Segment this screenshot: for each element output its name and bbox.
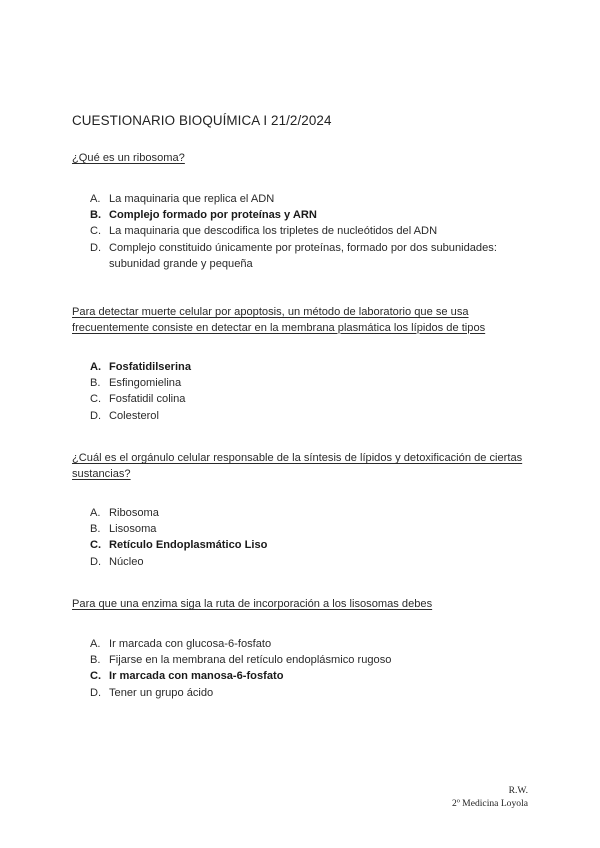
option-letter: C. — [90, 670, 102, 683]
option-letter: C. — [90, 539, 102, 552]
question-2-option-c — [90, 391, 550, 407]
question-2-options — [90, 359, 550, 424]
question-2-option-a-correct — [90, 359, 550, 375]
question-4-option-d — [90, 685, 550, 701]
question-1-option-b-correct — [90, 207, 550, 223]
option-text: Tener un grupo ácido — [109, 686, 214, 699]
option-text: Colesterol — [109, 409, 159, 422]
option-letter: A. — [90, 638, 101, 650]
question-1-option-a — [90, 191, 550, 207]
option-text: Fosfatidil colina — [109, 393, 186, 406]
question-4-prompt: Para que una enzima siga la ruta de incorporación a los lisosomas debes — [72, 598, 433, 610]
option-text: Retículo Endoplasmático Liso — [109, 539, 268, 552]
option-text: La maquinaria que descodifica los tripletes de nucleótidos del ADN — [109, 225, 438, 238]
option-letter: A. — [90, 361, 102, 373]
option-text: Complejo constituido únicamente por proteínas, formado por dos subunidades: subunidad grande y pequeña — [109, 241, 497, 270]
question-4-option-a — [90, 636, 550, 652]
option-text: Ir marcada con manosa-6-fosfato — [109, 670, 284, 683]
question-3-option-a — [90, 505, 550, 521]
question-4-options — [90, 636, 550, 701]
option-letter: A. — [90, 507, 101, 519]
question-4-option-c-correct — [90, 668, 550, 684]
option-letter: D. — [90, 241, 102, 254]
question-3-options — [90, 505, 550, 570]
question-3-option-d — [90, 554, 550, 570]
question-2-option-d — [90, 408, 550, 424]
question-2-prompt: Para detectar muerte celular por apoptosis, un método de laboratorio que se usa frecuentemente consiste en detectar en la membrana plasmática los lípidos de tipos — [72, 306, 486, 334]
footer-signature — [452, 784, 528, 810]
footer-course: 2º Medicina Loyola — [452, 798, 528, 809]
option-letter: D. — [90, 555, 102, 568]
page-title: CUESTIONARIO BIOQUÍMICA I 21/2/2024 — [72, 113, 332, 128]
question-3-option-b — [90, 521, 550, 537]
option-letter: A. — [90, 193, 101, 205]
question-1-option-c — [90, 223, 550, 239]
option-text: Fosfatidilserina — [109, 361, 191, 373]
option-letter: D. — [90, 409, 102, 422]
option-text: Fijarse en la membrana del retículo endoplásmico rugoso — [109, 654, 392, 667]
option-letter: C. — [90, 393, 102, 406]
question-3-option-c-correct — [90, 537, 550, 553]
footer-initials: R.W. — [508, 785, 528, 796]
question-1-options — [90, 191, 550, 272]
option-text: Núcleo — [109, 555, 144, 568]
question-1-option-d — [90, 240, 550, 272]
question-4-option-b — [90, 652, 550, 668]
option-letter: B. — [90, 654, 101, 667]
option-letter: C. — [90, 225, 102, 238]
option-text: Ribosoma — [109, 507, 159, 519]
option-letter: B. — [90, 523, 101, 536]
option-text: Ir marcada con glucosa-6-fosfato — [109, 638, 272, 650]
option-letter: B. — [90, 209, 102, 222]
option-text: Complejo formado por proteínas y ARN — [109, 209, 317, 222]
option-text: Esfingomielina — [109, 377, 182, 390]
option-text: Lisosoma — [109, 523, 157, 536]
option-letter: B. — [90, 377, 101, 390]
question-3-prompt: ¿Cuál es el orgánulo celular responsable de la síntesis de lípidos y detoxificación de ciertas sustancias? — [72, 452, 523, 480]
option-text: La maquinaria que replica el ADN — [109, 193, 275, 205]
option-letter: D. — [90, 686, 102, 699]
question-1-prompt: ¿Qué es un ribosoma? — [72, 152, 185, 164]
question-2-option-b — [90, 375, 550, 391]
